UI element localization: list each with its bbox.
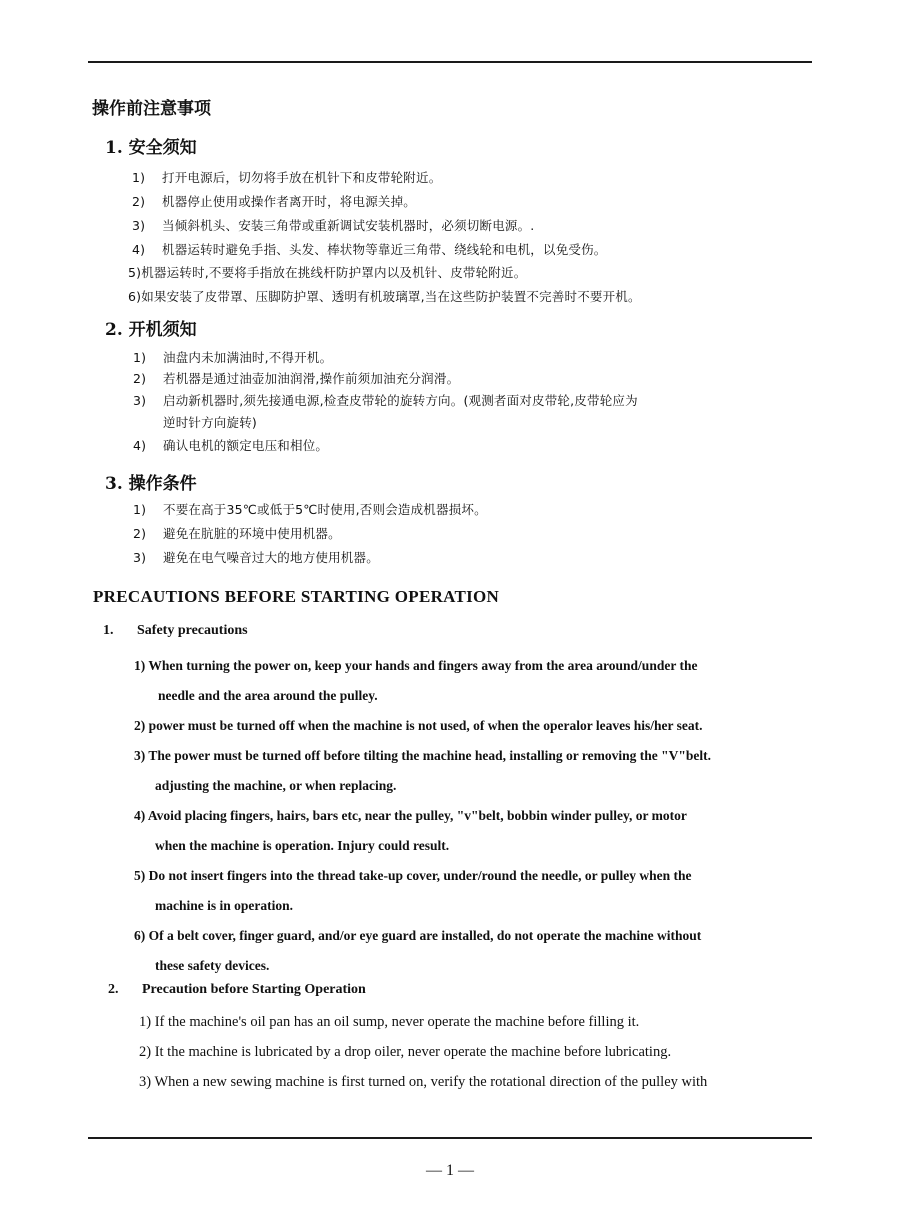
- zh-s1-item: 2) 机器停止使用或操作者离开时，将电源关掉。: [132, 194, 417, 209]
- zh-s3-item: 3) 避免在电气噪音过大的地方使用机器。: [133, 550, 379, 565]
- en-s1-item-line1: 4) Avoid placing fingers, hairs, bars etc, near the pulley, "v"belt, bobbin winder pulley, or motor: [134, 808, 687, 823]
- bottom-rule: [88, 1137, 812, 1139]
- en-s1-item-line2: needle and the area around the pulley.: [158, 688, 378, 703]
- en-section2-title: 2. Precaution before Starting Operation: [108, 982, 366, 997]
- zh-s3-item: 1) 不要在高于35℃或低于5℃时使用,否则会造成机器损坏。: [133, 502, 487, 517]
- en-s2-item: 1) If the machine's oil pan has an oil sump, never operate the machine before filling it.: [139, 1014, 640, 1030]
- zh-main-title: 操作前注意事项: [92, 99, 211, 119]
- en-s2-item: 2) It the machine is lubricated by a drop oiler, never operate the machine before lubricating.: [139, 1044, 672, 1060]
- en-s1-item-line2: these safety devices.: [155, 958, 270, 973]
- en-s2-item: 3) When a new sewing machine is first turned on, verify the rotational direction of the pulley with: [139, 1074, 708, 1090]
- en-section1-title: 1. Safety precautions: [103, 623, 248, 638]
- zh-section3-title: 3. 操作条件: [105, 474, 197, 494]
- zh-s2-item: 4) 确认电机的额定电压和相位。: [133, 438, 329, 453]
- en-s1-item-line1: 6) Of a belt cover, finger guard, and/or eye guard are installed, do not operate the machine without: [134, 928, 702, 943]
- top-rule: [88, 61, 812, 63]
- en-s1-item-line2: machine is in operation.: [155, 898, 294, 913]
- en-s1-item-line2: when the machine is operation. Injury could result.: [155, 838, 450, 853]
- en-s1-item-line1: 2) power must be turned off when the machine is not used, of when the operalor leaves his/her seat.: [134, 718, 703, 733]
- zh-s1-item: 6)如果安装了皮带罩、压脚防护罩、透明有机玻璃罩,当在这些防护装置不完善时不要开机。: [128, 289, 641, 304]
- en-s1-item-line1: 5) Do not insert fingers into the thread take-up cover, under/round the needle, or pulley when the: [134, 868, 692, 883]
- zh-s2-item: 3) 启动新机器时,须先接通电源,检查皮带轮的旋转方向。(观测者面对皮带轮,皮带轮应为: [133, 393, 638, 408]
- en-s1-item-line2: adjusting the machine, or when replacing.: [155, 778, 397, 793]
- zh-s3-item: 2) 避免在肮脏的环境中使用机器。: [133, 526, 341, 541]
- page-number: — 1 —: [426, 1162, 474, 1179]
- zh-s2-item: 2) 若机器是通过油壶加油润滑,操作前须加油充分润滑。: [133, 371, 460, 386]
- en-main-title: PRECAUTIONS BEFORE STARTING OPERATION: [93, 587, 500, 606]
- zh-s1-item: 1) 打开电源后，切勿将手放在机针下和皮带轮附近。: [132, 170, 442, 185]
- zh-s2-item: 1) 油盘内未加满油时,不得开机。: [133, 350, 333, 365]
- zh-s1-item: 4) 机器运转时避免手指、头发、棒状物等靠近三角带、绕线轮和电机，以免受伤。: [132, 242, 607, 257]
- en-s1-item-line1: 3) The power must be turned off before tilting the machine head, installing or removing the "V"belt.: [134, 748, 711, 763]
- zh-s1-item: 3) 当倾斜机头、安装三角带或重新调试安装机器时，必须切断电源。.: [132, 218, 535, 233]
- zh-s2-item-cont: 逆时针方向旋转): [163, 415, 257, 430]
- zh-section1-title: 1. 安全须知: [105, 138, 197, 158]
- en-s1-item-line1: 1) When turning the power on, keep your hands and fingers away from the area around/under the: [134, 658, 698, 673]
- zh-section2-title: 2. 开机须知: [105, 320, 197, 340]
- zh-s1-item: 5)机器运转时,不要将手指放在挑线杆防护罩内以及机针、皮带轮附近。: [128, 265, 527, 280]
